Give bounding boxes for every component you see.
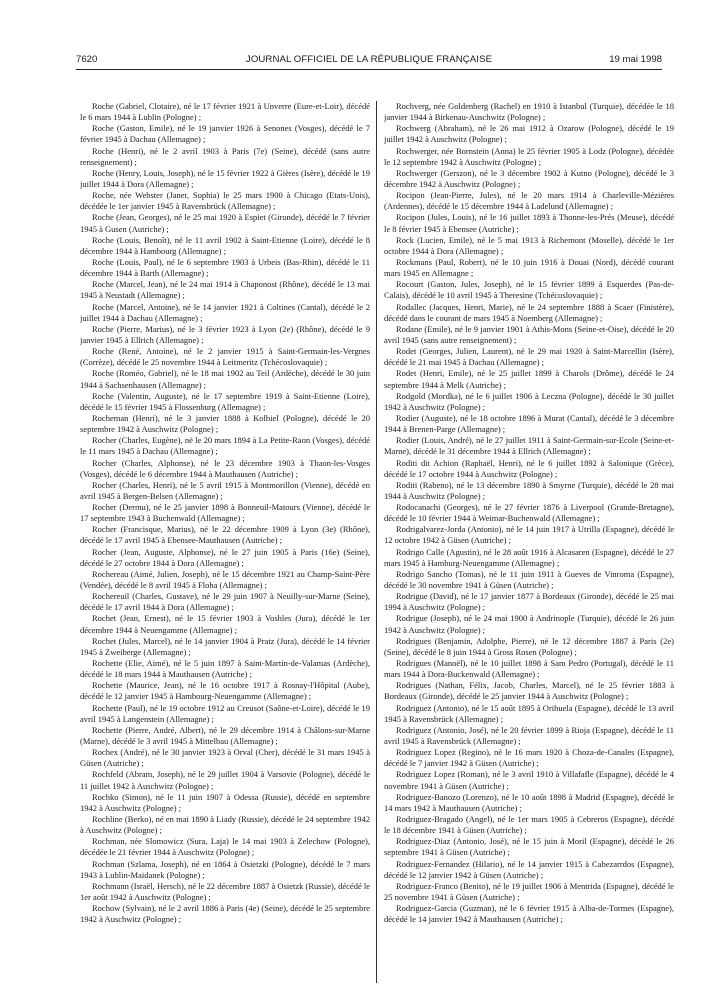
register-entry: Rocher (Francisque, Marius), né le 22 décembre 1909 à Lyon (3e) (Rhône), décédé le 17 avril 1945 à Ebensee-Mauthausen (Autriche) ; — [80, 524, 370, 546]
register-entry: Rodriguez-Diaz (Antonio, José), né le 15 juin à Moril (Espagne), décédé le 26 septembre 1941 à Güsen (Autriche) ; — [384, 836, 674, 858]
register-entry: Rocourt (Gaston, Jules, Joseph), né le 15 février 1899 à Esquerdes (Pas-de-Calais), décédé le 10 avril 1945 à Theresine (Tchécoslovaquie) ; — [384, 279, 674, 301]
register-entry: Roche (Marcel, Antoine), né le 14 janvier 1921 à Coltines (Cantal), décédé le 2 juillet 1944 à Dachau (Allemagne) ; — [80, 301, 370, 323]
left-column — [80, 101, 370, 981]
register-entry: Rodriguez-Bragado (Angel), né le 1er mars 1905 à Cebreros (Espagne), décédé le 18 décembre 1941 à Güsen (Autriche) ; — [384, 814, 674, 836]
register-entry: Rodier (Louis, André), né le 27 juillet 1911 à Saint-Germain-sur-Ecole (Seine-et-Marne), décédé le 31 décembre 1944 à Ellrich (Allemagne) ; — [384, 435, 674, 457]
register-entry: Rocher (Charles, Eugène), né le 20 mars 1894 à La Petite-Raon (Vosges), décédé le 11 mars 1945 à Dachau (Allemagne) ; — [80, 435, 370, 457]
register-entry: Roche (Louis, Benoît), né le 11 avril 1902 à Saint-Etienne (Loire), décédé le 8 décembre 1944 à Hambourg (Allemagne) ; — [80, 234, 370, 256]
register-entry: Rochman, née Slomowicz (Sura, Laja) le 14 mai 1903 à Zelechow (Pologne), décédée le 21 février 1944 à Auschwitz (Pologne) ; — [80, 836, 370, 858]
register-entry: Rodrigues (Manoël), né le 10 juillet 1898 à Sam Pedro (Portugal), décédé le 11 mars 1944 à Dora-Buckenwald (Allemagne) ; — [384, 658, 674, 680]
register-entry: Roditi dit Achion (Raphaël, Henri), né le 6 juillet 1892 à Salonique (Grèce), décédé le 17 octobre 1944 à Auschwitz (Pologne) ; — [384, 457, 674, 479]
register-entry: Rodrigues (Nathan, Félix, Jacob, Charles, Marcel), né le 25 février 1883 à Bordeaux (Gironde), décédé le 25 janvier 1944 à Auschwitz (Pologne) ; — [384, 680, 674, 702]
register-entry: Rochline (Berko), né en mai 1890 à Liady (Russie), décédé le 24 septembre 1942 à Auschwitz (Pologne) ; — [80, 814, 370, 836]
register-entry: Roche (Henry, Louis, Joseph), né le 15 février 1922 à Gières (Isère), décédé le 19 juillet 1944 à Dora (Allemagne) ; — [80, 167, 370, 189]
register-entry: Rodier (Auguste), né le 18 octobre 1896 à Murat (Cantal), décédé le 3 décembre 1944 à Brenen-Parge (Allemagne) ; — [384, 412, 674, 435]
register-entry: Roche (Henri), né le 2 avril 1903 à Paris (7e) (Seine), décédé (sans autre renseignement) ; — [80, 145, 370, 167]
register-entry: Roditi (Rabeno), né le 13 décembre 1890 à Smyrne (Turquie), décédé le 28 mai 1944 à Auschwitz (Pologne) ; — [384, 479, 674, 501]
register-entry: Rodrigo Sancho (Tomas), né le 11 juin 1911 à Gueves de Vinroma (Espagne), décédé le 30 novembre 1941 à Güsen (Autriche) ; — [384, 568, 674, 591]
register-entry: Rochmann (Israël, Hersch), né le 22 décembre 1887 à Osietzk (Russie), décédé le 1er août 1942 à Auschwitz (Pologne) ; — [80, 880, 370, 902]
register-entry: Roche (Pierre, Marius), né le 3 février 1923 à Lyon (2e) (Rhône), décédé le 9 janvier 1945 à Ellrich (Allemagne) ; — [80, 323, 370, 345]
register-entry: Rodriguez-Franco (Benito), né le 19 juillet 1906 à Mentrida (Espagne), décédé le 25 novembre 1941 à Güsen (Autriche) ; — [384, 880, 674, 902]
register-entry: Rochette (Elie, Aimé), né le 5 juin 1897 à Saint-Martin-de-Valamas (Ardèche), décédé le 18 mars 1944 à Mauthausen (Autriche) ; — [80, 658, 370, 680]
register-entry: Rodrigo Calle (Agustin), né le 28 août 1916 à Alcasaren (Espagne), décédé le 27 mars 1945 à Hamburg-Neuengamme (Allemagne) ; — [384, 546, 674, 568]
register-entry: Rodane (Emile), né le 9 janvier 1901 à Athis-Mons (Seine-et-Oise), décédé le 20 avril 1945 (sans autre renseignement) ; — [384, 323, 674, 345]
register-entry: Rodet (Henri, Emile), né le 25 juillet 1899 à Charols (Drôme), décédé le 24 septembre 1944 à Melk (Autriche) ; — [384, 368, 674, 390]
register-entry: Rocipon (Jules, Louis), né le 16 juillet 1893 à Thonne-les-Prés (Meuse), décédé le 8 février 1945 à Ebensee (Autriche) ; — [384, 212, 674, 234]
register-entry: Rodriguez-Banozo (Lorenzo), né le 10 août 1898 à Madrid (Espagne), décédé le 14 mars 1942 à Mauthausen (Autriche) ; — [384, 791, 674, 813]
register-entry: Rochwerger (Gerszon), né le 3 décembre 1902 à Kutno (Pologne), décédé le 3 décembre 1942 à Auschwitz (Pologne) ; — [384, 167, 674, 189]
register-entry: Rockmans (Paul, Robert), né le 10 juin 1916 à Douai (Nord), décédé courant mars 1945 en Allemagne ; — [384, 256, 674, 279]
register-entry: Rochwerg (Abraham), né le 26 mai 1912 à Ozarow (Pologne), décédé le 19 juillet 1942 à Auschwitz (Pologne) ; — [384, 123, 674, 145]
register-entry: Rodgold (Mordka), né le 6 juillet 1906 à Leczna (Pologne), décédé le 30 juillet 1942 à Auschwitz (Pologne) ; — [384, 390, 674, 412]
register-entry: Roche (René, Antoine), né le 2 janvier 1915 à Saint-Germain-les-Vergnes (Corrèze), décédé le 25 novembre 1944 à Leitmeritz (Tchécoslovaquie) ; — [80, 346, 370, 368]
register-entry: Rocher (Jean, Auguste, Alphonse), né le 27 juin 1905 à Paris (16e) (Seine), décédé le 27 octobre 1944 à Dora (Allemagne) ; — [80, 546, 370, 568]
register-entry: Rochet (Jean, Ernest), né le 15 février 1903 à Voshles (Jura), décédé le 1er décembre 1944 à Neuengamme (Allemagne) ; — [80, 613, 370, 635]
register-entry: Rodrigue (Joseph), né le 24 mai 1900 à Andrinople (Turquie), décédé le 26 juin 1942 à Auschwitz (Pologne) ; — [384, 613, 674, 635]
register-entry: Rodrigues (Benjamin, Adolphe, Pierre), né le 12 décembre 1887 à Paris (2e) (Seine), décédé le 8 juin 1944 à Gross Rosen (Pologne) ; — [384, 635, 674, 657]
register-entry: Rocher (Charles, Alphonse), né le 23 décembre 1903 à Thaon-les-Vosges (Vosges), décédé le 6 décembre 1944 à Mauthausen (Autriche) ; — [80, 457, 370, 479]
register-entry: Rocher (Dermu), né le 25 janvier 1898 à Bonneuil-Matours (Vienne), décédé le 17 septembre 1943 à Buchenwald (Allemagne) ; — [80, 502, 370, 524]
register-entry: Rodriguez-Garcia (Guzman), né le 6 février 1915 à Alba-de-Tormes (Espagne), décédé le 14 janvier 1942 à Mauthausen (Autriche) ; — [384, 903, 674, 925]
register-entry: Rocipon (Jean-Pierre, Jules), né le 20 mars 1914 à Charleville-Mézières (Ardennes), décédé le 15 décembre 1944 à Ladelund (Allemagne) ; — [384, 190, 674, 212]
register-entry: Rochette (Maurice, Jean), né le 16 octobre 1917 à Rosnay-l'Hôpital (Aube), décédé le 12 janvier 1945 à Hambourg-Neuengamme (Allemagne) ; — [80, 680, 370, 702]
register-entry: Rodocanachi (Georges), né le 27 février 1876 à Liverpool (Grande-Bretagne), décédé le 10 février 1944 à Weimar-Buchenwald (Allemagne) ; — [384, 502, 674, 524]
register-entry: Rochet (Jules, Marcel), né le 14 janvier 1904 à Pratz (Jura), décédé le 14 février 1945 à Zweiberge (Allemagne) ; — [80, 635, 370, 657]
register-entry: Rodriguez Lopez (Regino), né le 16 mars 1920 à Choza-de-Canales (Espagne), décédé le 7 janvier 1942 à Güsen (Autriche) ; — [384, 747, 674, 769]
register-entry: Roche (Jean, Georges), né le 25 mai 1920 à Espiet (Gironde), décédé le 7 février 1945 à Gusen (Autriche) ; — [80, 212, 370, 234]
register-entry: Rodet (Georges, Julien, Laurent), né le 29 mai 1920 à Saint-Marcellin (Isère), décédé le 21 mai 1945 à Dachau (Allemagne) ; — [384, 346, 674, 368]
register-entry: Roche (Marcel, Jean), né le 24 mai 1914 à Chaponost (Rhône), décédé le 13 mai 1945 à Neustadt (Allemagne) ; — [80, 279, 370, 301]
register-entry: Rochex (André), né le 30 janvier 1923 à Orval (Cher), décédé le 31 mars 1945 à Güsen (Autriche) ; — [80, 747, 370, 769]
register-entry: Rochereau (Aimé, Julien, Joseph), né le 15 décembre 1921 au Champ-Saint-Père (Vendée), décédé le 8 avril 1945 à Floha (Allemagne) ; — [80, 568, 370, 591]
column-divider — [376, 101, 377, 983]
register-entry: Rocheman (Henri), né le 3 janvier 1888 à Kolbiel (Pologne), décédé le 20 septembre 1942 à Auschwitz (Pologne) ; — [80, 412, 370, 435]
page-number: 7620 — [76, 54, 98, 65]
register-entry: Rodrigue (David), né le 17 janvier 1877 à Bordeaux (Gironde), décédé le 25 mai 1994 à Auschwitz (Pologne) ; — [384, 591, 674, 613]
register-entry: Rodriguez (Antonio, José), né le 20 février 1899 à Rioja (Espagne), décédé le 11 avril 1945 à Ravensbrück (Allemagne) ; — [384, 724, 674, 747]
register-entry: Roche, née Webster (Janet, Sophia) le 25 mars 1900 à Chicago (Etats-Unis), décédée le 1er janvier 1945 à Ravensbrück (Allemagne) ; — [80, 190, 370, 212]
register-entry: Rochow (Sylvain), né le 2 avril 1886 à Paris (4e) (Seine), décédé le 25 septembre 1942 à Auschwitz (Pologne) ; — [80, 903, 370, 925]
page-header — [76, 53, 662, 70]
register-entry: Rochko (Simon), né le 11 juin 1907 à Odessa (Russie), décédé en septembre 1942 à Auschwitz (Pologne) ; — [80, 791, 370, 813]
register-entry: Roche (Gabriel, Clotaire), né le 17 février 1921 à Unverre (Eure-et-Loir), décédé le 6 mars 1944 à Lublin (Pologne) ; — [80, 101, 370, 123]
register-entry: Rodriguez (Antonio), né le 15 août 1895 à Orihuela (Espagne), décédé le 13 avril 1945 à Ravensbrück (Allemagne) ; — [384, 702, 674, 724]
register-entry: Roche (Valentin, Auguste), né le 17 septembre 1919 à Saint-Etienne (Loire), décédé le 15 février 1945 à Flossenburg (Allemagne) ; — [80, 390, 370, 412]
register-entry: Rochman (Szlama, Joseph), né en 1864 à Osietzki (Pologne), décédé le 7 mars 1943 à Lublin-Maidanek (Pologne) ; — [80, 858, 370, 880]
register-entry: Rochette (Pierre, André, Albert), né le 29 décembre 1914 à Châlons-sur-Marne (Marne), décédé le 3 avril 1945 à Mittelbau (Allemagne) ; — [80, 724, 370, 747]
register-entry: Rodallec (Jacques, Henri, Marie), né le 24 septembre 1888 à Scaer (Finistère), décédé dans le courant de mars 1945 à Noemberg (Allemagne) ; — [384, 301, 674, 323]
register-entry: Rodriguez Lopez (Roman), né le 3 avril 1910 à Villafafle (Espagne), décédé le 4 novembre 1941 à Güsen (Autriche) ; — [384, 769, 674, 791]
issue-date: 19 mai 1998 — [609, 54, 662, 65]
register-entry: Rodriguez-Fernandez (Hilario), né le 14 janvier 1915 à Cabezarrdos (Espagne), décédé le 12 janvier 1942 à Güsen (Autriche) ; — [384, 858, 674, 880]
register-entry: Rochereuil (Charles, Gustave), né le 29 juin 1907 à Neuilly-sur-Marne (Seine), décédé le 17 avril 1944 à Dora (Allemagne) ; — [80, 591, 370, 613]
register-entry: Rock (Lucien, Emile), né le 5 mai 1913 à Richemont (Moselle), décédé le 1er octobre 1944 à Dora (Allemagne) ; — [384, 234, 674, 256]
register-entry: Roche (Roméo, Gabriel), né le 18 mai 1902 au Teil (Ardèche), décédé le 30 juin 1944 à Sachsenhausen (Allemagne) ; — [80, 368, 370, 390]
register-entry: Rochfeld (Abram, Joseph), né le 29 juillet 1904 à Varsovie (Pologne), décédé le 11 juillet 1942 à Auschwitz (Pologne) ; — [80, 769, 370, 791]
register-entry: Roche (Gaston, Emile), né le 19 janvier 1926 à Senones (Vosges), décédé le 7 février 1945 à Dachau (Allemagne) ; — [80, 123, 370, 145]
journal-title: JOURNAL OFFICIEL DE LA RÉPUBLIQUE FRANÇAISE — [245, 54, 493, 65]
register-entry: Rocher (Charles, Henri), né le 5 avril 1915 à Montmorillon (Vienne), décédé en avril 1945 à Bergen-Belsen (Allemagne) ; — [80, 479, 370, 501]
register-entry: Roche (Louis, Paul), né le 6 septembre 1903 à Urbeis (Bas-Rhin), décédé le 11 décembre 1944 à Barth (Allemagne) ; — [80, 256, 370, 279]
register-entry: Rochverg, née Goldenberg (Rachel) en 1910 à Istanbul (Turquie), décédée le 18 janvier 1944 à Birkenau-Auschwitz (Pologne) ; — [384, 101, 674, 123]
register-entry: Rodrigalvarez-Jorda (Antonio), né le 14 juin 1917 à Utrilla (Espagne), décédé le 12 octobre 1942 à Güsen (Autriche) ; — [384, 524, 674, 546]
register-entry: Rochette (Paul), né le 19 octobre 1912 au Creusot (Saône-et-Loire), décédé le 19 avril 1945 à Langenstein (Allemagne) ; — [80, 702, 370, 724]
right-column — [384, 101, 674, 981]
register-entry: Rochwerger, née Bornstein (Anna) le 25 février 1905 à Lodz (Pologne), décédée le 12 septembre 1942 à Auschwitz (Pologne) ; — [384, 145, 674, 167]
